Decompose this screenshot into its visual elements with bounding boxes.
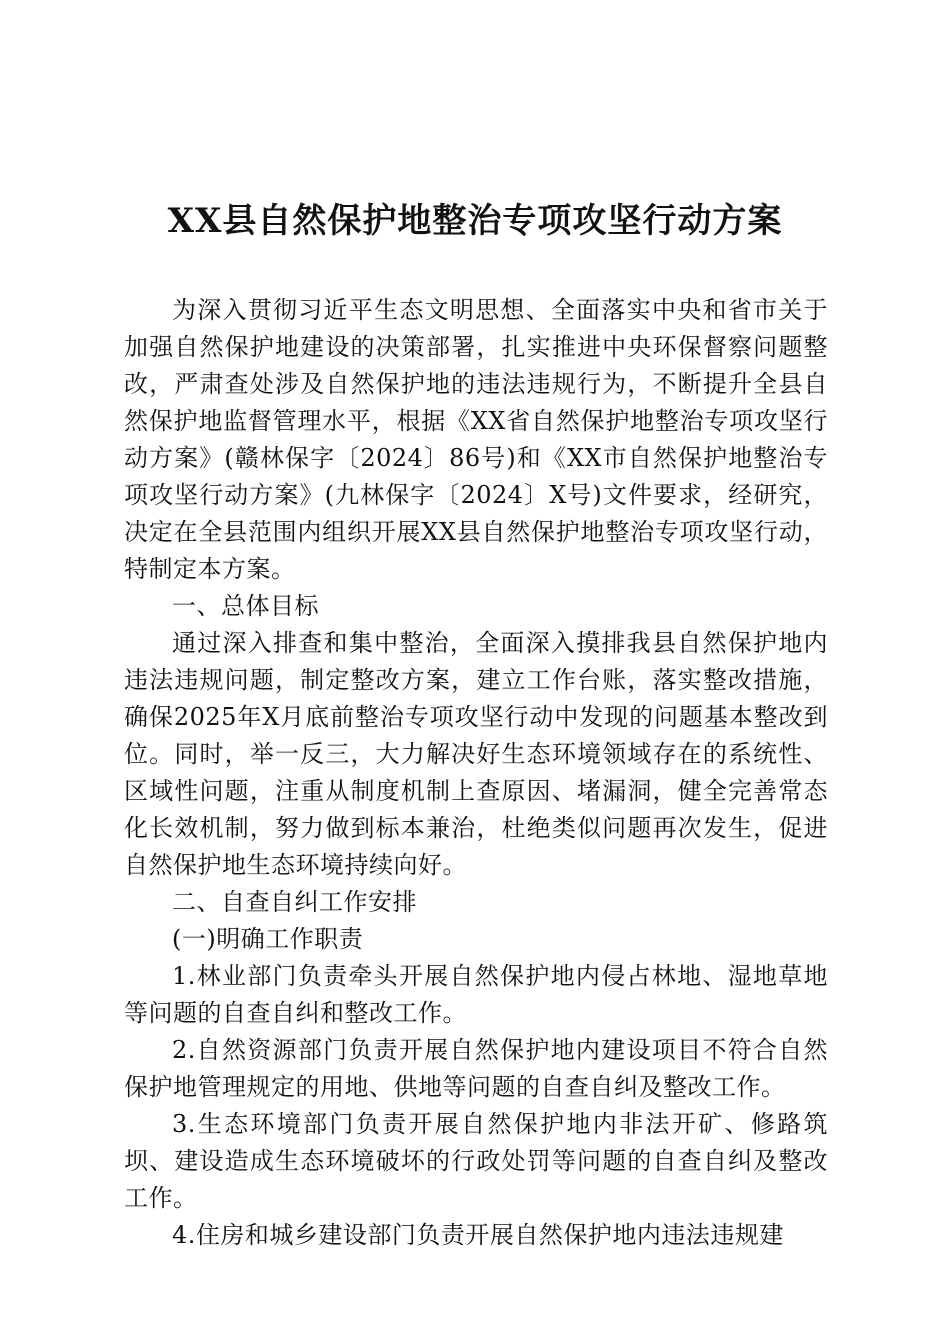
list-item-housing-construction: 4.住房和城乡建设部门负责开展自然保护地内违法违规建 [172,1221,784,1249]
document-body [124,292,828,1254]
section-heading-self-inspection: 二、自查自纠工作安排 [172,888,417,916]
goal-paragraph: 通过深入排查和集中整治，全面深入摸排我县自然保护地内违法违规问题，制定整改方案，建立工作台账，落实整改措施，确保2025年X月底前整治专项攻坚行动中发现的问题基本整改到位。同时，举一反三，大力解决好生态环境领域存在的系统性、区域性问题，注重从制度机制上查原因、堵漏洞，健全完善常态化长效机制，努力做到标本兼治，杜绝类似问题再次发生，促进自然保护地生态环境持续向好。 [124,629,828,879]
list-item-forestry: 1.林业部门负责牵头开展自然保护地内侵占林地、湿地草地等问题的自查自纠和整改工作。 [124,962,828,1027]
section-heading-overall-goal: 一、总体目标 [172,592,319,620]
subheading-responsibilities: (一)明确工作职责 [172,925,364,953]
intro-paragraph: 为深入贯彻习近平生态文明思想、全面落实中央和省市关于加强自然保护地建设的决策部署，扎实推进中央环保督察问题整改，严肃查处涉及自然保护地的违法违规行为，不断提升全县自然保护地监督管理水平，根据《XX省自然保护地整治专项攻坚行动方案》(赣林保字〔2024〕86号)和《XX市自然保护地整治专项攻坚行动方案》(九林保字〔2024〕X号)文件要求，经研究，决定在全县范围内组织开展XX县自然保护地整治专项攻坚行动，特制定本方案。 [124,296,828,583]
document-title: XX县自然保护地整治专项攻坚行动方案 [167,201,783,241]
list-item-ecological-environment: 3.生态环境部门负责开展自然保护地内非法开矿、修路筑坝、建设造成生态环境破坏的行政处罚等问题的自查自纠及整改工作。 [124,1110,828,1212]
list-item-natural-resources: 2.自然资源部门负责开展自然保护地内建设项目不符合自然保护地管理规定的用地、供地等问题的自查自纠及整改工作。 [124,1036,828,1101]
